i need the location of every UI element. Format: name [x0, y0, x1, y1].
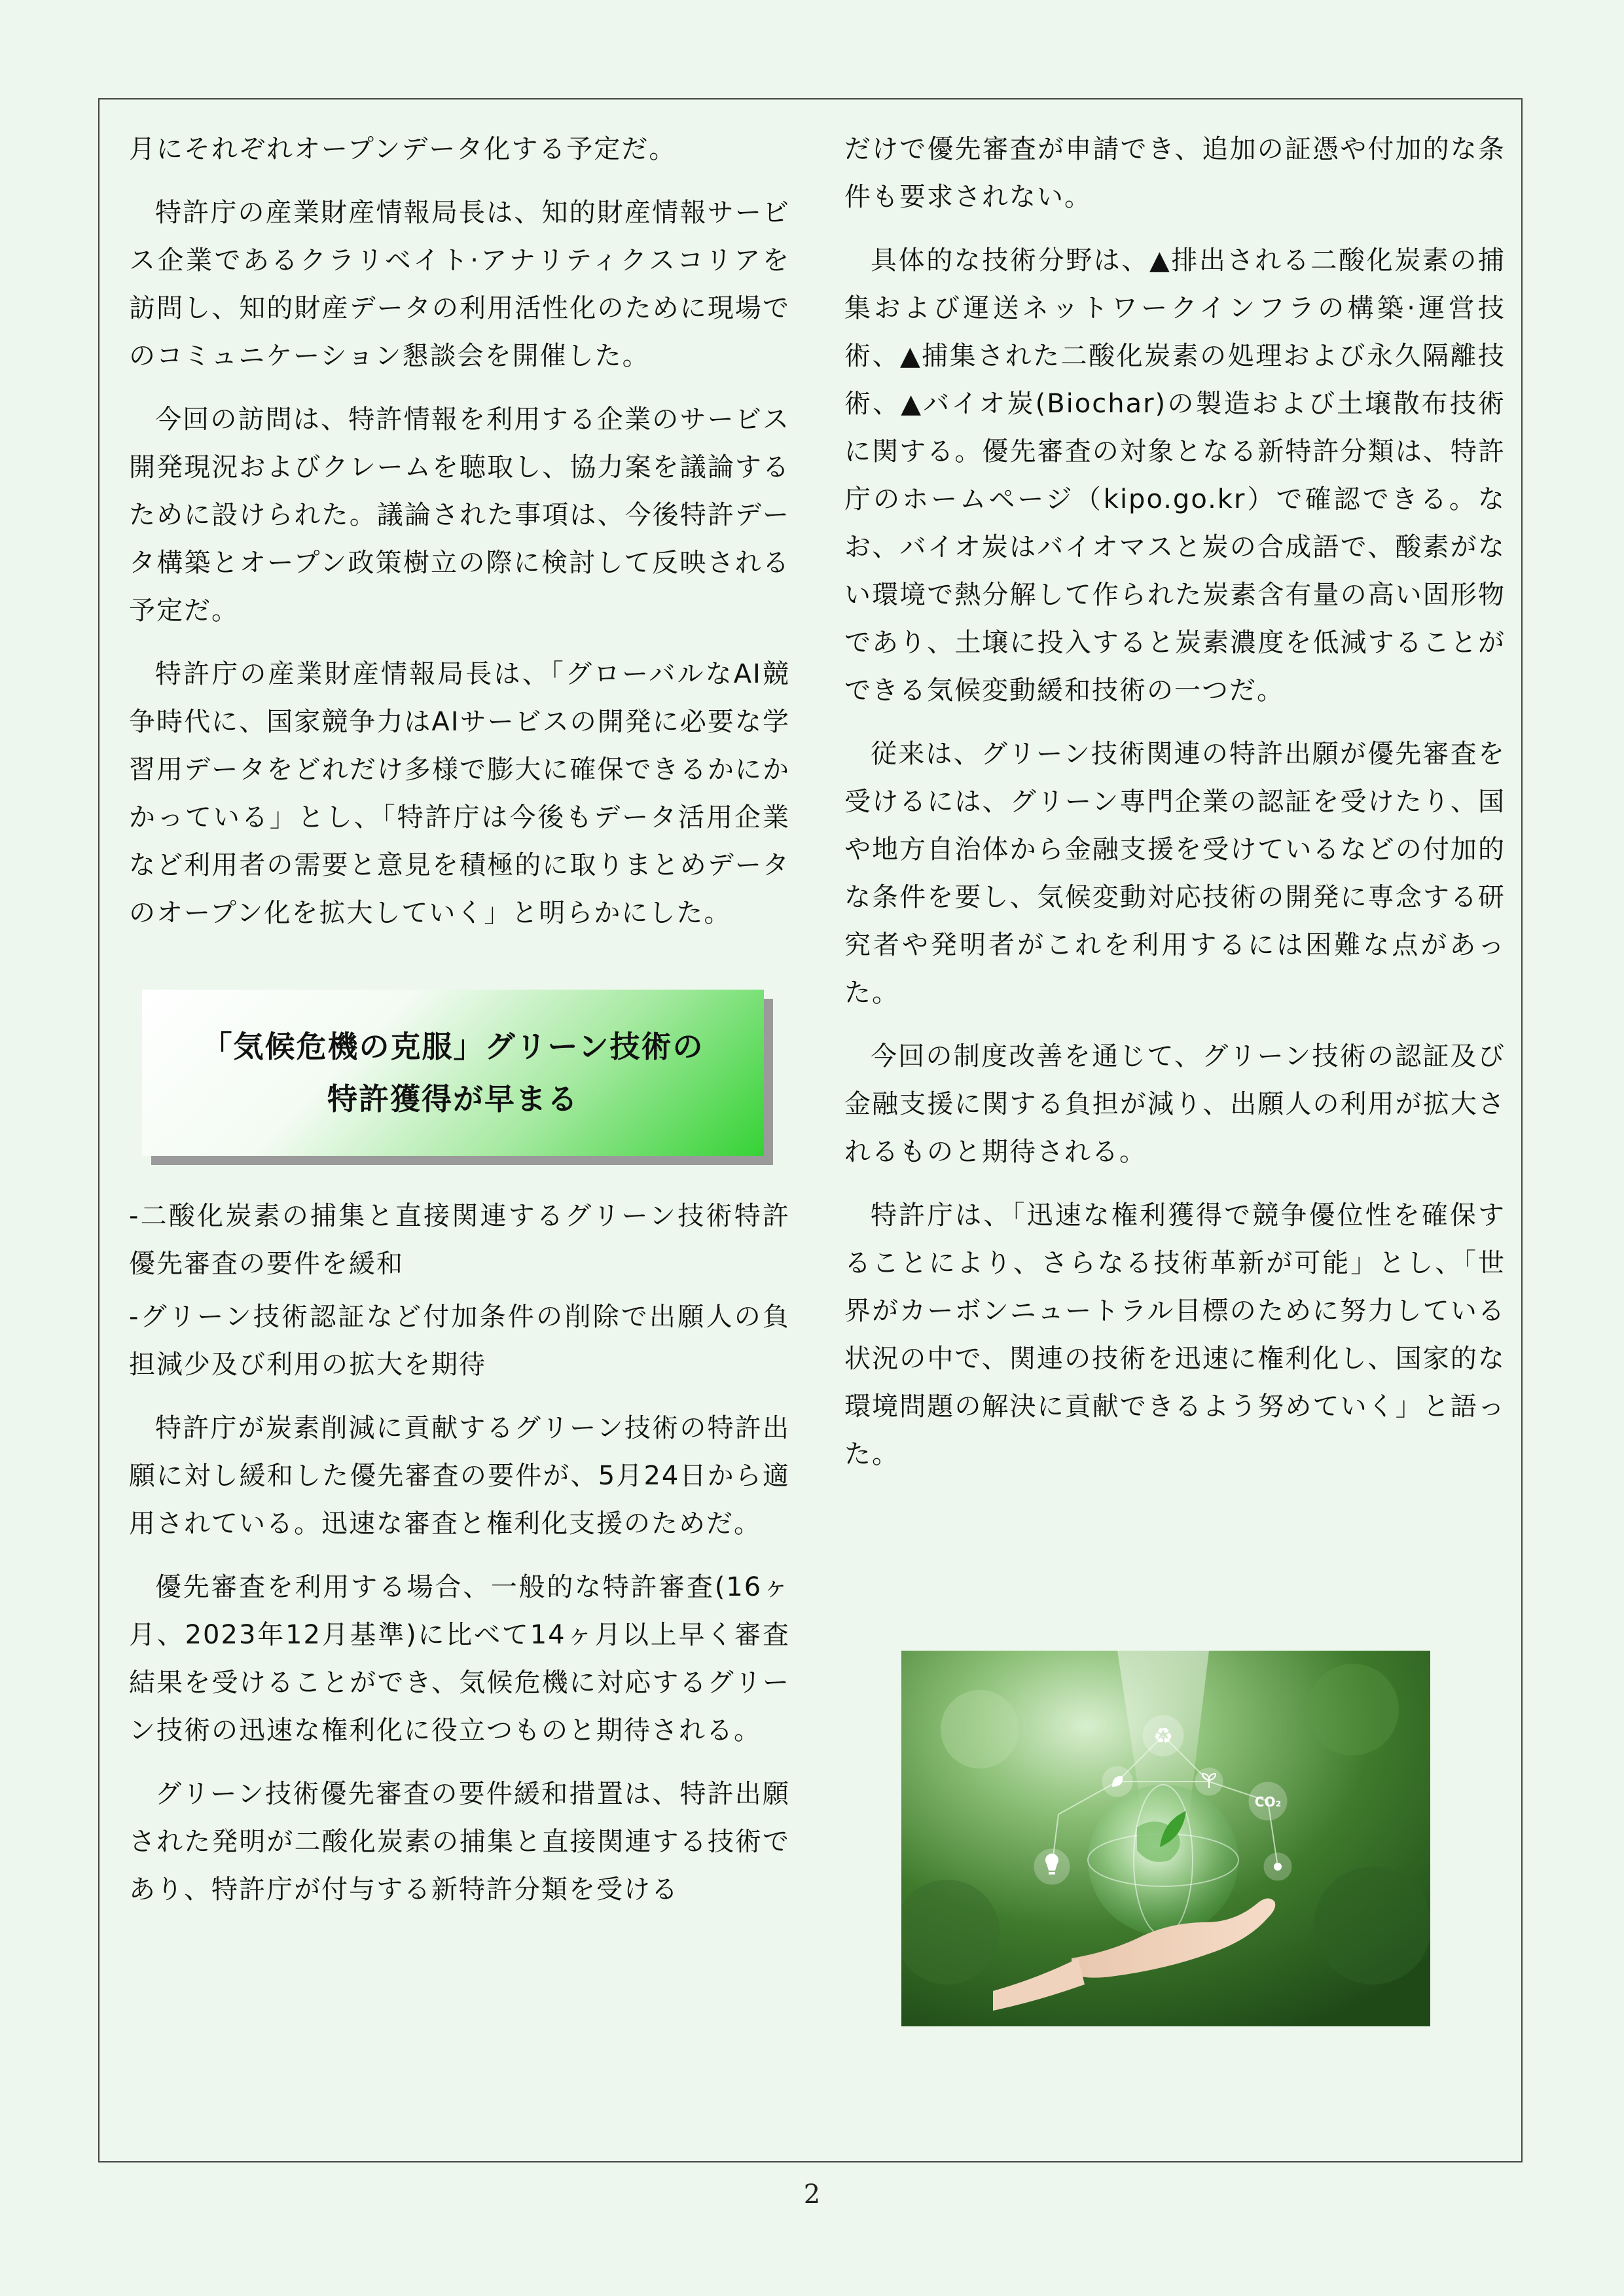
left-column [129, 126, 790, 1929]
article-heading-line-2: 特許獲得が早まる [327, 1081, 579, 1117]
paragraph: 特許庁が炭素削減に貢献するグリーン技術の特許出願に対し緩和した優先審査の要件が、5月24日から適用されている。迅速な審査と権利化支援のためだ。 [129, 1413, 790, 1539]
paragraph: 月にそれぞれオープンデータ化する予定だ。 [129, 134, 677, 164]
article-heading-box [142, 990, 764, 1156]
subheading: -グリーン技術認証など付加条件の削除で出願人の負担減少及び利用の拡大を期待 [129, 1302, 790, 1380]
green-technology-photo [901, 1651, 1430, 2026]
paragraph: 具体的な技術分野は、▲排出される二酸化炭素の捕集および運送ネットワークインフラの構築·運営技術、▲捕集された二酸化炭素の処理および永久隔離技術、▲バイオ炭(Biochar)の製造および土壌散布技術に関する。優先審査の対象となる新特許分類は、特許庁のホームページ（kipo.go.kr）で確認できる。なお、バイオ炭はバイオマスと炭の合成語で、酸素がない環境で熱分解して作られた炭素含有量の高い固形物であり、土壌に投入すると炭素濃度を低減することができる気候変動緩和技術の一つだ。 [844, 245, 1506, 706]
subheading: -二酸化炭素の捕集と直接関連するグリーン技術特許優先審査の要件を緩和 [129, 1201, 790, 1279]
paragraph: 特許庁の産業財産情報局長は、知的財産情報サービス企業であるクラリベイト·アナリティクスコリアを訪問し、知的財産データの利用活性化のために現場でのコミュニケーション懇談会を開催した。 [129, 198, 790, 371]
paragraph: だけで優先審査が申請でき、追加の証憑や付加的な条件も要求されない。 [844, 134, 1506, 212]
leaf-icon [1103, 1767, 1132, 1796]
paragraph: 特許庁は、「迅速な権利獲得で競争優位性を確保することにより、さらなる技術革新が可能」とし、「世界がカーボンニュートラル目標のために努力している状況の中で、関連の技術を迅速に権利化し、国家的な環境問題の解決に貢献できるよう努めていく」と語った。 [844, 1200, 1506, 1469]
lightbulb-icon [1035, 1850, 1069, 1884]
co2-icon [1250, 1783, 1286, 1820]
sun-icon [1265, 1854, 1291, 1880]
page-number: 2 [803, 2179, 821, 2210]
svg-text:CO₂: CO₂ [1254, 1794, 1282, 1810]
heading-panel [142, 990, 764, 1156]
paragraph: 今回の制度改善を通じて、グリーン技術の認証及び金融支援に関する負担が減り、出願人の利用が拡大されるものと期待される。 [844, 1041, 1506, 1167]
green-technology-illustration [901, 1651, 1430, 2026]
svg-text:♻: ♻ [1153, 1723, 1174, 1749]
page-frame [98, 98, 1523, 2162]
right-column [844, 126, 1506, 1494]
paragraph: グリーン技術優先審査の要件緩和措置は、特許出願された発明が二酸化炭素の捕集と直接関連する技術であり、特許庁が付与する新特許分類を受ける [129, 1779, 790, 1905]
article-heading-line-1: 「気候危機の克服」グリーン技術の [202, 1029, 704, 1064]
paragraph: 優先審査を利用する場合、一般的な特許審査(16ヶ月、2023年12月基準)に比べて14ヶ月以上早く審査結果を受けることができ、気候危機に対応するグリーン技術の迅速な権利化に役立つものと期待される。 [129, 1572, 790, 1746]
plant-icon [1196, 1768, 1222, 1795]
paragraph: 今回の訪問は、特許情報を利用する企業のサービス開発現況およびクレームを聴取し、協力案を議論するために設けられた。議論された事項は、今後特許データ構築とオープン政策樹立の際に検討して反映される予定だ。 [129, 404, 790, 626]
paragraph: 特許庁の産業財産情報局長は、「グローバルなAI競争時代に、国家競争力はAIサービスの開発に必要な学習用データをどれだけ多様で膨大に確保できるかにかかっている」とし、「特許庁は今後もデータ活用企業など利用者の需要と意見を積極的に取りまとめデータのオープン化を拡大していく」と明らかにした。 [129, 659, 790, 928]
paragraph: 従来は、グリーン技術関連の特許出願が優先審査を受けるには、グリーン専門企業の認証を受けたり、国や地方自治体から金融支援を受けているなどの付加的な条件を要し、気候変動対応技術の開発に専念する研究者や発明者がこれを利用するには困難な点があった。 [844, 739, 1506, 1008]
recycle-icon [1144, 1716, 1183, 1755]
